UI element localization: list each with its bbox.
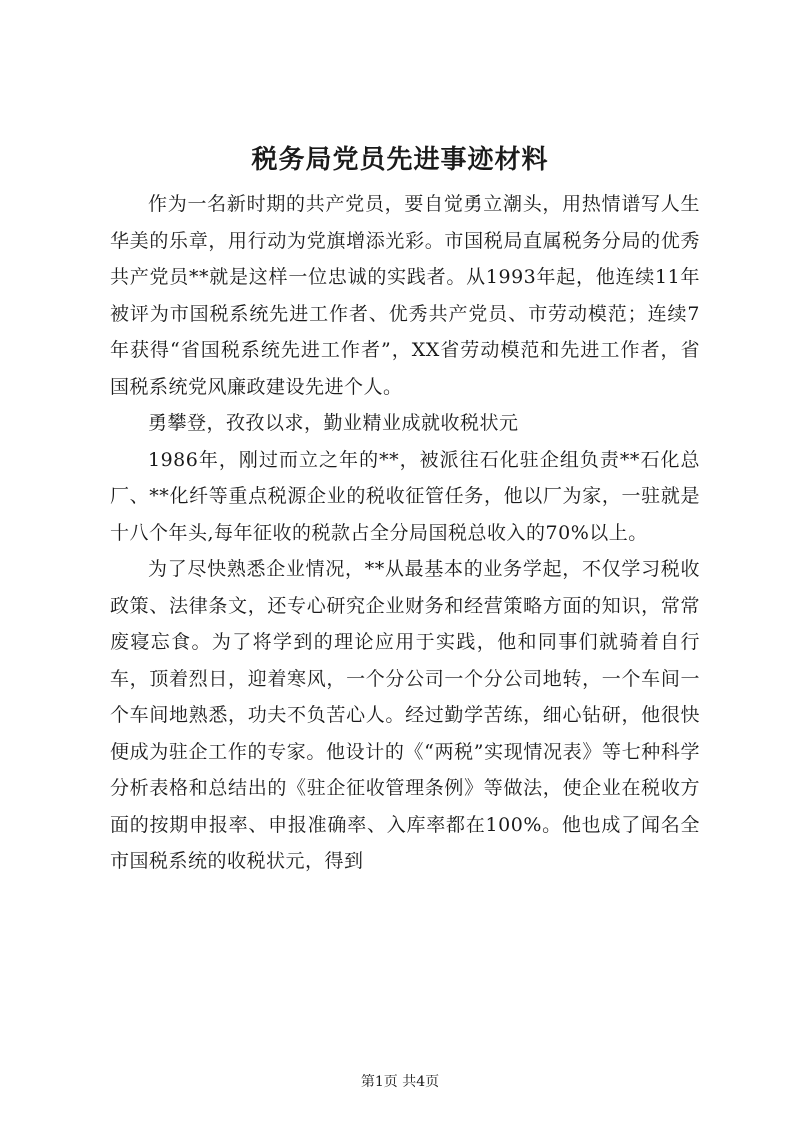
paragraph-subheading: 勇攀登，孜孜以求，勤业精业成就收税状元 bbox=[148, 412, 519, 434]
paragraph-learning: 为了尽快熟悉企业情况，**从最基本的业务学起，不仅学习税收政策、法律条文，还专心研究企业财务和经营策略方面的知识，常常废寝忘食。为了将学到的理论应用于实践，他和同事们就骑着自行车，顶着烈日，迎着寒风，一个分公司一个分公司地转，一个车间一个车间地熟悉，功夫不负苦心人。经过勤学苦练，细心钻研，他很快便成为驻企工作的专家。他设计的《“两税”实现情况表》等七种科学分析表格和总结出的《驻企征收管理条例》等做法，使企业在税收方面的按期申报率、申报准确率、入库率都在100%。他也成了闻名全市国税系统的收税状元，得到 bbox=[110, 558, 700, 872]
paragraph-1986: 1986年，刚过而立之年的**，被派往石化驻企组负责**石化总厂、**化纤等重点税源企业的税收征管任务，他以厂为家，一驻就是十八个年头,每年征收的税款占全分局国税总收入的70%以上。 bbox=[110, 448, 700, 544]
document-body bbox=[110, 186, 700, 880]
document-title: 税务局党员先进事迹材料 bbox=[251, 145, 549, 175]
paragraph-intro: 作为一名新时期的共产党员，要自觉勇立潮头，用热情谱写人生华美的乐章，用行动为党旗增添光彩。市国税局直属税务分局的优秀共产党员**就是这样一位忠诚的实践者。从1993年起，他连续11年被评为市国税系统先进工作者、优秀共产党员、市劳动模范；连续7年获得“省国税系统先进工作者”，XX省劳动模范和先进工作者，省国税系统党风廉政建设先进个人。 bbox=[110, 193, 700, 398]
page-footer: 第1页 共4页 bbox=[360, 1074, 440, 1090]
